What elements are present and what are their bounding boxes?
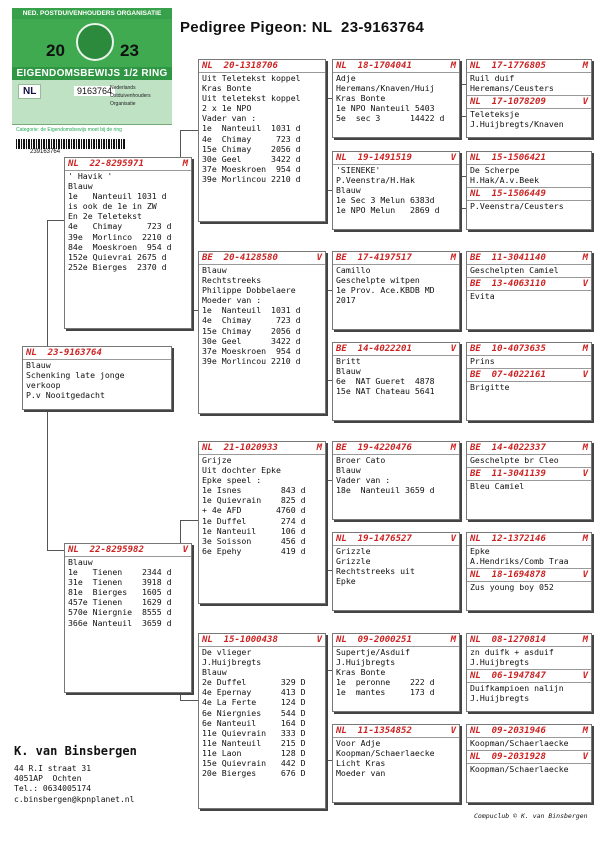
pigeon-detail-line: Kras Bonte [336,93,386,104]
pigeon-sex: V [582,752,588,763]
pigeon-detail-line: Grijze [202,455,232,465]
pigeon-ring-header [199,252,325,265]
pigeon-detail-line: Heremans/Ceusters [470,83,554,94]
pigeon-sex: M [582,726,588,736]
pigeon-detail-line: Blauw [202,667,227,678]
pigeon-detail-line: Zus young boy 052 [470,582,554,593]
footer-credit: Compuclub © K. van Binsbergen [474,812,588,820]
owner-block [14,744,137,805]
pigeon-ring-number: NL 19-1491519 [336,153,412,163]
pigeon-detail-line: Kras Bonte [336,667,386,678]
connector-line [180,130,198,131]
pigeon-ring-header [333,152,459,165]
pigeon-detail-line: En 2e Teletekst [68,211,142,222]
ring-ownership-card [12,8,172,155]
pigeon-ring-number: BE 11-3041140 [470,253,546,263]
pigeon-detail-line: Geschelpten Camiel [470,265,559,275]
pigeon-ring-number: NL 06-1947847 [470,671,546,682]
pigeon-detail-line: 1e Isnes 843 d [202,485,306,496]
connector-line [47,220,65,221]
pigeon-detail-line: ' Havik ' [68,171,113,181]
pigeon-ring-header [467,277,591,291]
pigeon-detail-line: Prins [470,356,495,366]
pigeon-card-dss [332,441,460,520]
pigeon-ring-number: NL 21-1020933 [202,443,278,453]
pigeon-ring-header [333,533,459,546]
connector-line [180,520,198,521]
pigeon-detail-line: 570e Niergnie 8555 d [68,607,172,618]
pigeon-detail-line: Blauw [68,557,93,567]
pigeon-detail-line: + 4e AFD 4760 d [202,505,306,516]
pigeon-detail-line: 1e Nanteuil 1031 d [202,123,301,134]
pigeon-sex: V [450,344,456,354]
ring-language: Ostduivenhouders [110,93,151,99]
pigeon-detail-line: Koopman/Schaerlaecke [336,748,435,759]
pigeon-detail-line: 2e Duffel 329 D [202,677,306,688]
pigeon-detail-line: Rechtstreeks [202,275,262,286]
pigeon-detail-line: P.Veenstra/Ceusters [470,201,564,212]
pigeon-ring-header [333,343,459,356]
pigeon-detail-line: Koopman/Schaerlaecke [470,738,569,748]
pigeon-detail-line: 4e La Ferte 124 D [202,697,306,708]
pigeon-sex: M [450,61,456,71]
pigeon-detail-line: Schenking late jonge [26,370,125,381]
pigeon-ring-number: NL 09-2031946 [470,726,546,736]
pigeon-detail-line: 6e Niergnies 544 D [202,707,306,718]
pigeon-detail-line: 11e Laon 128 D [202,747,306,758]
connector-line [47,550,65,551]
pigeon-ring-header [333,60,459,73]
pigeon-detail-line: 1e NPO Nanteuil 5403 [336,103,435,114]
pigeon-ring-header [333,442,459,455]
pigeon-ring-header [467,343,591,356]
pigeon-ring-header [467,725,591,738]
pigeon-detail-line: 37e Moeskroen 954 d [202,163,301,174]
pigeon-detail-line: P.v Nooitgedacht [26,390,105,401]
pigeon-sex: V [450,534,456,544]
ring-languages [110,84,151,108]
pigeon-detail-line: Bleu Camiel [470,481,525,492]
pigeon-ring-header [467,252,591,265]
pigeon-detail-line: 2017 [336,295,356,306]
pigeon-ring-header [467,533,591,546]
pigeon-ring-number: NL 09-2031928 [470,752,546,763]
pigeon-ring-number: BE 13-4063110 [470,279,546,290]
connector-line [180,700,198,701]
pigeon-sex: V [450,153,456,163]
barcode-number: 239163764 [30,149,61,155]
pigeon-sex: M [316,443,322,453]
pigeon-detail-line: 1e Nanteuil 1031 d [68,191,167,202]
pigeon-ring-number: BE 11-3041139 [470,469,546,480]
pigeon-detail-line: 18e Nanteuil 3659 d [336,485,435,496]
pigeon-detail-line: 15e Chimay 2056 d [202,143,301,154]
pigeon-pair-g5-g6 [466,251,592,330]
pigeon-ring-number: NL 17-1078209 [470,97,546,108]
pigeon-detail-line: Kras Bonte [202,83,252,94]
pigeon-detail-line: Koopman/Schaerlaecke [470,764,569,775]
pigeon-detail-line: Geschelpte witpen [336,275,420,286]
pigeon-ring-header [333,634,459,647]
pigeon-ring-header [467,187,591,201]
pigeon-detail-line: Duifkampioen nalijn [470,683,564,694]
pigeon-detail-line: A.Hendriks/Comb Traa [470,556,569,567]
pigeon-ring-number: NL 22-8295971 [68,159,144,169]
lion-crest-icon [76,23,114,61]
pigeon-ring-header [467,368,591,382]
pigeon-pair-g11-g12 [466,532,592,611]
pigeon-detail-line: Adje [336,73,356,83]
ring-language: Nederlands [110,85,136,91]
pigeon-card-dam [64,543,192,693]
pigeon-detail-line: Blauw [26,360,51,370]
pigeon-detail-line: Brigitte [470,382,510,393]
ring-org-name: NED. POSTDUIVENHOUDERS ORGANISATIE [12,8,172,19]
pigeon-detail-line: Licht Kras [336,758,386,769]
pigeon-ring-header [23,347,171,360]
pigeon-detail-line: verkoop [26,380,61,391]
pigeon-sex: M [582,61,588,71]
pigeon-card-sire [64,157,192,329]
pigeon-card-sire-sire [198,59,326,222]
pigeon-ring-header [199,60,325,73]
connector-line [47,410,48,550]
pigeon-ring-header [65,158,191,171]
pigeon-ring-number: BE 14-4022337 [470,443,546,453]
pigeon-ring-number: NL 23-9163764 [26,348,102,358]
pigeon-sex: M [450,253,456,263]
pigeon-sex: M [450,635,456,645]
pigeon-ring-header [333,725,459,738]
pigeon-ring-number: NL 09-2000251 [336,635,412,645]
pigeon-detail-line: 39e Morlincou 2210 d [202,355,301,366]
pigeon-detail-line: 1e Duffel 274 d [202,515,306,526]
pigeon-detail-line: is ook de 1e in ZW [68,201,157,212]
pigeon-detail-line: Moeder van [336,768,386,779]
pigeon-card-sire-dam [198,251,326,414]
pigeon-detail-line: Ruil duif [470,73,515,83]
pigeon-sex: V [182,545,188,555]
pigeon-detail-line: Heremans/Knaven/Huij [336,83,435,94]
pigeon-ring-number: BE 19-4220476 [336,443,412,453]
pigeon-ring-number: NL 19-1476527 [336,534,412,544]
pigeon-sex: V [582,279,588,290]
pigeon-sex: V [582,570,588,581]
pigeon-sex: V [582,370,588,381]
pigeon-detail-line: 457e Tienen 1629 d [68,597,172,608]
barcode-icon [16,139,126,149]
pigeon-card-dsd [332,532,460,611]
pigeon-pair-g3-g4 [466,151,592,230]
pigeon-ring-number: BE 10-4073635 [470,344,546,354]
ring-country: NL [18,84,41,99]
pigeon-detail-line: 252e Bierges 2370 d [68,261,167,272]
pigeon-detail-line: Uit Teletekst koppel [202,73,301,83]
pigeon-ring-header [467,467,591,481]
pigeon-detail-line: 6e Nanteuil 164 D [202,717,306,728]
pigeon-detail-line: Camillo [336,265,371,275]
pigeon-sex: V [450,726,456,736]
pigeon-detail-line: H.Hak/A.v.Beek [470,175,540,186]
pigeon-ring-number: BE 07-4022161 [470,370,546,381]
pigeon-detail-line: P.Veenstra/H.Hak [336,175,415,186]
pigeon-detail-line: Blauw [336,185,361,196]
pigeon-ring-number: NL 12-1372146 [470,534,546,544]
pigeon-detail-line: 1e Tienen 2344 d [68,567,172,578]
pigeon-detail-line: Moeder van : [202,295,262,306]
pigeon-ring-header [199,442,325,455]
pigeon-detail-line: 84e Moeskroen 954 d [68,241,172,252]
pigeon-detail-line: 4e Chimay 723 d [68,221,172,232]
pigeon-pair-g7-g8 [466,342,592,421]
pigeon-ring-number: NL 18-1704041 [336,61,412,71]
pigeon-ring-number: BE 14-4022201 [336,344,412,354]
pigeon-detail-line: Supertje/Asduif [336,647,410,657]
pigeon-detail-line: Philippe Dobbelaere [202,285,296,296]
pigeon-detail-line: 15e Quievrain 442 D [202,758,306,769]
pigeon-detail-line: De vlieger [202,647,252,657]
pigeon-card-dds [332,633,460,712]
pigeon-detail-line: 31e Tienen 3918 d [68,577,172,588]
ring-language: Organisatie [110,101,136,107]
pigeon-pair-g9-g10 [466,441,592,520]
pigeon-sex: M [582,344,588,354]
pigeon-ring-header [467,568,591,582]
pigeon-sex: M [582,635,588,645]
pigeon-detail-line: J.Huijbregts [470,693,530,704]
pigeon-detail-line: 11e Quievrain 333 D [202,727,306,738]
pigeon-pair-g15-g16 [466,724,592,803]
pigeon-ring-header [467,750,591,764]
pigeon-detail-line: 3e Soisson 456 d [202,535,306,546]
pigeon-detail-line: 11e Nanteuil 215 D [202,737,306,748]
pigeon-detail-line: Uit teletekst koppel [202,93,301,104]
pigeon-detail-line: Britt [336,356,361,366]
pigeon-detail-line: Uit dochter Epke [202,465,281,476]
pigeon-pair-g1-g2 [466,59,592,138]
pigeon-detail-line: Geschelpte br Cleo [470,455,559,465]
owner-phone: Tel.: 0634005174 [14,784,92,794]
pigeon-ring-header [333,252,459,265]
pigeon-sex: M [582,534,588,544]
pigeon-detail-line: 1e Sec 3 Melun 6383d [336,195,435,206]
pigeon-detail-line: 15e Chimay 2056 d [202,325,301,336]
pigeon-detail-line: 4e Epernay 413 D [202,687,306,698]
ring-category-note: Categorie: de Eigendomsbewijs moet bij de ring [16,127,122,133]
pigeon-detail-line: 6e NAT Gueret 4878 [336,376,435,387]
pigeon-detail-line: Voor Adje [336,738,381,748]
pigeon-ring-header [467,669,591,683]
pigeon-ring-number: BE 17-4197517 [336,253,412,263]
page-title: Pedigree Pigeon: NL 23-9163764 [180,19,425,36]
pigeon-detail-line: 81e Bierges 1605 d [68,587,172,598]
pigeon-detail-line: Broer Cato [336,455,386,465]
pigeon-detail-line: Epke [470,546,490,556]
pigeon-sex: V [582,97,588,108]
pigeon-sex: M [582,443,588,453]
pigeon-detail-line: De Scherpe [470,165,520,175]
pigeon-detail-line: 1e Nanteuil 106 d [202,525,306,536]
ring-ownership-label: EIGENDOMSBEWIJS 1/2 RING [12,67,172,80]
pigeon-detail-line: 5e sec 3 14422 d [336,113,445,124]
owner-address-line: 4051AP Ochten [14,774,82,784]
pigeon-detail-line: Vader van : [336,475,391,486]
pigeon-detail-line: Epke [336,576,356,587]
pigeon-detail-line: 152e Quievrai 2675 d [68,251,167,262]
ring-year-left: 20 [46,41,65,60]
pigeon-detail-line: Epke speel : [202,475,262,486]
pigeon-detail-line: Blauw [336,465,361,476]
pigeon-detail-line: Evita [470,291,495,302]
pigeon-ring-header [467,95,591,109]
pigeon-detail-line: Blauw [336,366,361,377]
ring-year-band [12,19,172,67]
pigeon-detail-line: J.Huijbregts [470,657,530,668]
pigeon-ring-number: NL 20-1318706 [202,61,278,71]
pigeon-detail-line: 1e Prov. Ace.KBDB MD [336,285,435,296]
pigeon-detail-line: Vader van : [202,113,257,124]
pigeon-detail-line: 1e Quievrain 825 d [202,495,306,506]
pigeon-detail-line: Blauw [68,181,93,192]
pigeon-detail-line: 6e Epehy 419 d [202,545,306,556]
pigeon-detail-line: Blauw [202,265,227,275]
pigeon-detail-line: Rechtstreeks uit [336,566,415,577]
pigeon-detail-line: 1e Nanteuil 1031 d [202,305,301,316]
pigeon-sex: M [450,443,456,453]
pigeon-card-dam-dam [198,633,326,809]
ring-registration [12,80,172,125]
pigeon-detail-line: 4e Chimay 723 d [202,315,301,326]
ring-year-right: 23 [120,41,139,60]
pigeon-card-dam-sire [198,441,326,604]
pigeon-ring-header [467,60,591,73]
pigeon-ring-number: NL 08-1270814 [470,635,546,645]
pigeon-card-ddd [332,724,460,803]
pigeon-detail-line: 30e Geel 3422 d [202,335,301,346]
pigeon-card-sdd [332,342,460,421]
pigeon-ring-header [467,152,591,165]
pigeon-detail-line: zn duifk + asduif [470,647,554,657]
pigeon-ring-header [467,442,591,455]
pigeon-detail-line: 30e Geel 3422 d [202,153,301,164]
pigeon-ring-header [199,634,325,647]
pigeon-ring-number: NL 11-1354852 [336,726,412,736]
pigeon-detail-line: 39e Morlinco 2210 d [68,231,172,242]
pigeon-detail-line: 'SIENEKE' [336,165,381,175]
pigeon-sex: V [582,671,588,682]
pigeon-detail-line: Grizzle [336,546,371,556]
pigeon-detail-line: 1e peronne 222 d [336,677,435,688]
pigeon-pair-g13-g14 [466,633,592,712]
pigeon-detail-line: J.Huijbregts/Knaven [470,119,564,130]
pigeon-card-sds [332,251,460,330]
owner-email: c.binsbergen@kpnplanet.nl [14,794,135,804]
pigeon-ring-number: NL 15-1506421 [470,153,546,163]
pigeon-sex: M [582,253,588,263]
pigeon-detail-line: 37e Moeskroen 954 d [202,345,301,356]
pigeon-card-ssd [332,151,460,230]
pigeon-ring-number: NL 15-1506449 [470,189,546,200]
pigeon-detail-line: 2 x 1e NPO [202,103,252,114]
pigeon-card-subject [22,346,172,410]
pigeon-sex: M [182,159,188,169]
pigeon-ring-header [65,544,191,557]
pigeon-detail-line: 15e NAT Chateau 5641 [336,386,435,397]
pigeon-detail-line: 1e NPO Melun 2869 d [336,205,440,216]
pigeon-ring-number: BE 20-4128580 [202,253,278,263]
pigeon-sex: V [582,469,588,480]
ring-number: 9163764 [74,86,115,96]
pigeon-detail-line: 366e Nanteuil 3659 d [68,617,172,628]
pigeon-ring-number: NL 22-8295982 [68,545,144,555]
connector-line [47,220,48,346]
pigeon-sex: V [316,253,322,263]
pigeon-detail-line: J.Huijbregts [202,657,262,668]
pigeon-ring-number: NL 15-1000438 [202,635,278,645]
pigeon-detail-line: Teleteksje [470,109,520,120]
pigeon-card-sss [332,59,460,138]
pigeon-detail-line: J.Huijbregts [336,657,396,668]
pigeon-detail-line: 1e mantes 173 d [336,687,435,698]
pigeon-detail-line: 20e Bierges 676 D [202,768,306,779]
owner-name: K. van Binsbergen [14,744,137,758]
pigeon-ring-number: NL 18-1694878 [470,570,546,581]
pigeon-detail-line: Grizzle [336,556,371,567]
pigeon-detail-line: 39e Morlincou 2210 d [202,173,301,184]
pigeon-ring-header [467,634,591,647]
pigeon-sex: V [316,635,322,645]
pigeon-detail-line: 4e Chimay 723 d [202,133,301,144]
owner-address-line: 44 R.I straat 31 [14,764,92,773]
pigeon-ring-number: NL 17-1776805 [470,61,546,71]
